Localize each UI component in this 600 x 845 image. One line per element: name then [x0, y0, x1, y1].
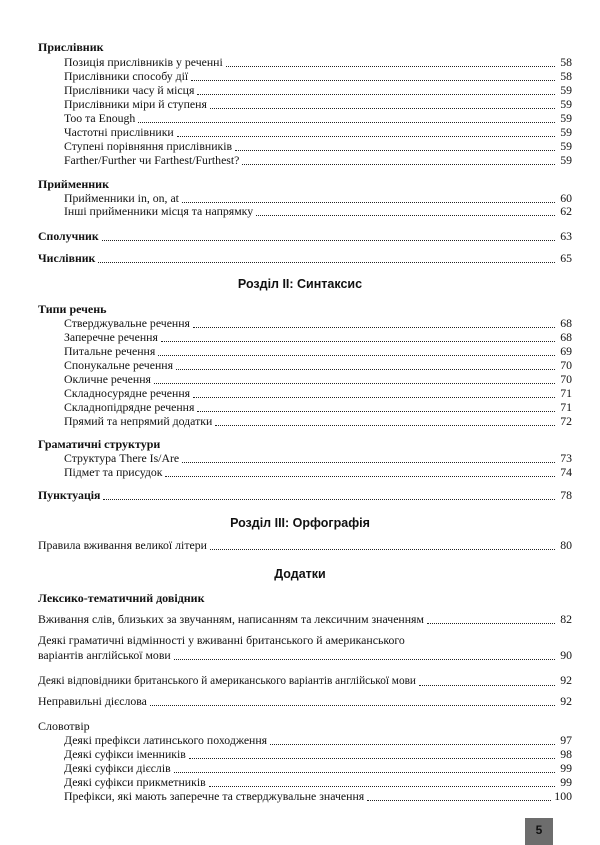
dot-leader — [165, 475, 555, 477]
entry-label: Сполучник — [38, 229, 99, 243]
toc-entry[interactable] — [0, 204, 600, 219]
entry-page: 59 — [560, 111, 572, 125]
entry-page: 59 — [560, 139, 572, 153]
toc-entry[interactable] — [0, 111, 600, 126]
entry-page: 59 — [560, 83, 572, 97]
dot-leader — [150, 704, 555, 706]
dot-leader — [427, 622, 555, 624]
toc-entry[interactable] — [0, 344, 600, 359]
entry-label: Деякі суфікси дієслів — [64, 761, 171, 775]
entry-page: 99 — [560, 761, 572, 775]
entry-label: Прислівники міри й ступеня — [64, 97, 207, 111]
toc-entry[interactable] — [0, 465, 600, 480]
entry-label: Питальне речення — [64, 344, 156, 358]
toc-entry-punctuation[interactable] — [0, 488, 600, 503]
entry-label: Неправильні дієслова — [38, 694, 147, 708]
heading-lexical: Лексико-тематичний довідник — [38, 591, 205, 605]
toc-entry[interactable] — [0, 648, 600, 663]
dot-leader — [161, 340, 555, 342]
toc-entry-capitalization[interactable] — [0, 538, 600, 553]
dot-leader — [197, 93, 555, 95]
dot-leader — [103, 498, 555, 500]
entry-label: Прийменники in, on, at — [64, 191, 179, 205]
toc-entry-numeral[interactable] — [0, 251, 600, 266]
toc-entry[interactable] — [0, 330, 600, 345]
heading-adverb: Прислівник — [38, 40, 104, 54]
heading-grammar-structures: Граматичні структури — [38, 437, 161, 451]
entry-label: Стверджувальне речення — [64, 316, 190, 330]
dot-leader — [210, 107, 555, 109]
entry-label: Спонукальне речення — [64, 358, 174, 372]
toc-entry[interactable] — [0, 414, 600, 429]
dot-leader — [154, 382, 555, 384]
entry-page: 62 — [560, 204, 572, 218]
toc-entry[interactable] — [0, 694, 600, 709]
entry-label: Ступені порівняння прислівників — [64, 139, 233, 153]
entry-page: 98 — [560, 747, 572, 761]
entry-label: Заперечне речення — [64, 330, 158, 344]
dot-leader — [193, 396, 555, 398]
toc-entry-line1[interactable] — [0, 633, 600, 648]
heading-preposition: Прийменник — [38, 177, 109, 191]
entry-page: 59 — [560, 153, 572, 167]
entry-label: Вживання слів, близьких за звучанням, написанням та лексичним значенням — [38, 612, 424, 626]
entry-label: Частотні прислівники — [64, 125, 174, 139]
dot-leader — [210, 548, 555, 550]
entry-page: 63 — [560, 229, 572, 243]
entry-page: 92 — [560, 673, 572, 687]
entry-label: Структура There Is/Are — [64, 451, 180, 465]
toc-entry[interactable] — [0, 83, 600, 98]
section-title-orthography: Розділ III: Орфографія — [230, 516, 370, 530]
entry-label: Деякі префікси латинського походження — [64, 733, 268, 747]
dot-leader — [177, 135, 555, 137]
entry-label: Farther/Further чи Farthest/Furthest? — [64, 153, 240, 167]
entry-page: 80 — [560, 538, 572, 552]
entry-page: 70 — [560, 372, 572, 386]
entry-page: 70 — [560, 358, 572, 372]
dot-leader — [182, 201, 555, 203]
dot-leader — [182, 461, 555, 463]
entry-label: Деякі відповідники британського й американського варіантів англійської мови — [38, 675, 416, 687]
entry-page: 82 — [560, 612, 572, 626]
dot-leader — [242, 163, 555, 165]
entry-label: Правила вживання великої літери — [38, 538, 207, 552]
dot-leader — [191, 79, 555, 81]
entry-page: 99 — [560, 775, 572, 789]
entry-page: 59 — [560, 97, 572, 111]
entry-page: 72 — [560, 414, 572, 428]
dot-leader — [367, 799, 551, 801]
toc-entry[interactable] — [0, 97, 600, 112]
entry-label: Підмет та присудок — [64, 465, 163, 479]
entry-label: Деякі суфікси іменників — [64, 747, 186, 761]
entry-label: Деякі граматичні відмінності у вживанні британського й американського — [38, 633, 405, 647]
dot-leader — [174, 771, 555, 773]
toc-entry[interactable] — [0, 400, 600, 415]
entry-label: Позиція прислівників у реченні — [64, 55, 223, 69]
dot-leader — [98, 261, 555, 263]
toc-entry[interactable] — [0, 125, 600, 140]
dot-leader — [226, 65, 555, 67]
dot-leader — [256, 214, 555, 216]
toc-entry[interactable] — [0, 139, 600, 154]
entry-label: Окличне речення — [64, 372, 151, 386]
entry-label: Складнопідрядне речення — [64, 400, 195, 414]
entry-page: 69 — [560, 344, 572, 358]
entry-page: 92 — [560, 694, 572, 708]
toc-entry-conjunction[interactable] — [0, 229, 600, 244]
entry-page: 97 — [560, 733, 572, 747]
entry-page: 100 — [554, 789, 572, 803]
dot-leader — [215, 424, 555, 426]
toc-entry[interactable] — [0, 372, 600, 387]
entry-page: 60 — [560, 191, 572, 205]
entry-label: Інші прийменники місця та напрямку — [64, 204, 254, 218]
entry-label: Деякі суфікси прикметників — [64, 775, 206, 789]
dot-leader — [193, 326, 555, 328]
heading-word-formation: Словотвір — [38, 719, 90, 733]
entry-page: 71 — [560, 400, 572, 414]
entry-label: Прислівники часу й місця — [64, 83, 195, 97]
toc-entry[interactable] — [0, 153, 600, 168]
toc-entry[interactable] — [0, 775, 600, 790]
entry-page: 58 — [560, 69, 572, 83]
section-title-syntax: Розділ II: Синтаксис — [237, 277, 363, 291]
entry-page: 59 — [560, 125, 572, 139]
toc-entry[interactable] — [0, 451, 600, 466]
toc-entry[interactable] — [0, 761, 600, 776]
toc-entry[interactable] — [0, 733, 600, 748]
heading-sentence-types: Типи речень — [38, 302, 107, 316]
entry-page: 71 — [560, 386, 572, 400]
toc-entry[interactable] — [0, 789, 600, 804]
dot-leader — [270, 743, 555, 745]
dot-leader — [138, 121, 555, 123]
toc-entry[interactable] — [0, 358, 600, 373]
entry-label-continued: варіантів англійської мови — [38, 648, 171, 662]
entry-label: Прямий та непрямий додатки — [64, 414, 213, 428]
entry-label: Too та Enough — [64, 111, 136, 125]
dot-leader — [419, 684, 555, 686]
dot-leader — [235, 149, 555, 151]
entry-page: 74 — [560, 465, 572, 479]
entry-page: 68 — [560, 330, 572, 344]
entry-label: Числівник — [38, 251, 96, 265]
toc-entry[interactable] — [0, 316, 600, 331]
page-number-badge: 5 — [525, 818, 553, 845]
toc-entry[interactable] — [0, 747, 600, 762]
entry-label: Префікси, які мають заперечне та стверджувальне значення — [64, 789, 365, 803]
toc-entry[interactable] — [0, 386, 600, 401]
section-title-appendices: Додатки — [274, 567, 326, 581]
entry-page: 58 — [560, 55, 572, 69]
entry-label: Складносурядне речення — [64, 386, 191, 400]
entry-page: 90 — [560, 648, 572, 662]
entry-page: 68 — [560, 316, 572, 330]
dot-leader — [174, 658, 555, 660]
dot-leader — [176, 368, 555, 370]
entry-label: Пунктуація — [38, 488, 101, 502]
dot-leader — [158, 354, 555, 356]
dot-leader — [102, 239, 555, 241]
entry-label: Прислівники способу дії — [64, 69, 189, 83]
toc-entry[interactable] — [0, 673, 600, 688]
dot-leader — [197, 410, 555, 412]
toc-entry[interactable] — [0, 55, 600, 70]
dot-leader — [209, 785, 555, 787]
dot-leader — [189, 757, 555, 759]
entry-page: 78 — [560, 488, 572, 502]
entry-page: 65 — [560, 251, 572, 265]
toc-entry[interactable] — [0, 69, 600, 84]
entry-page: 73 — [560, 451, 572, 465]
toc-entry[interactable] — [0, 612, 600, 627]
